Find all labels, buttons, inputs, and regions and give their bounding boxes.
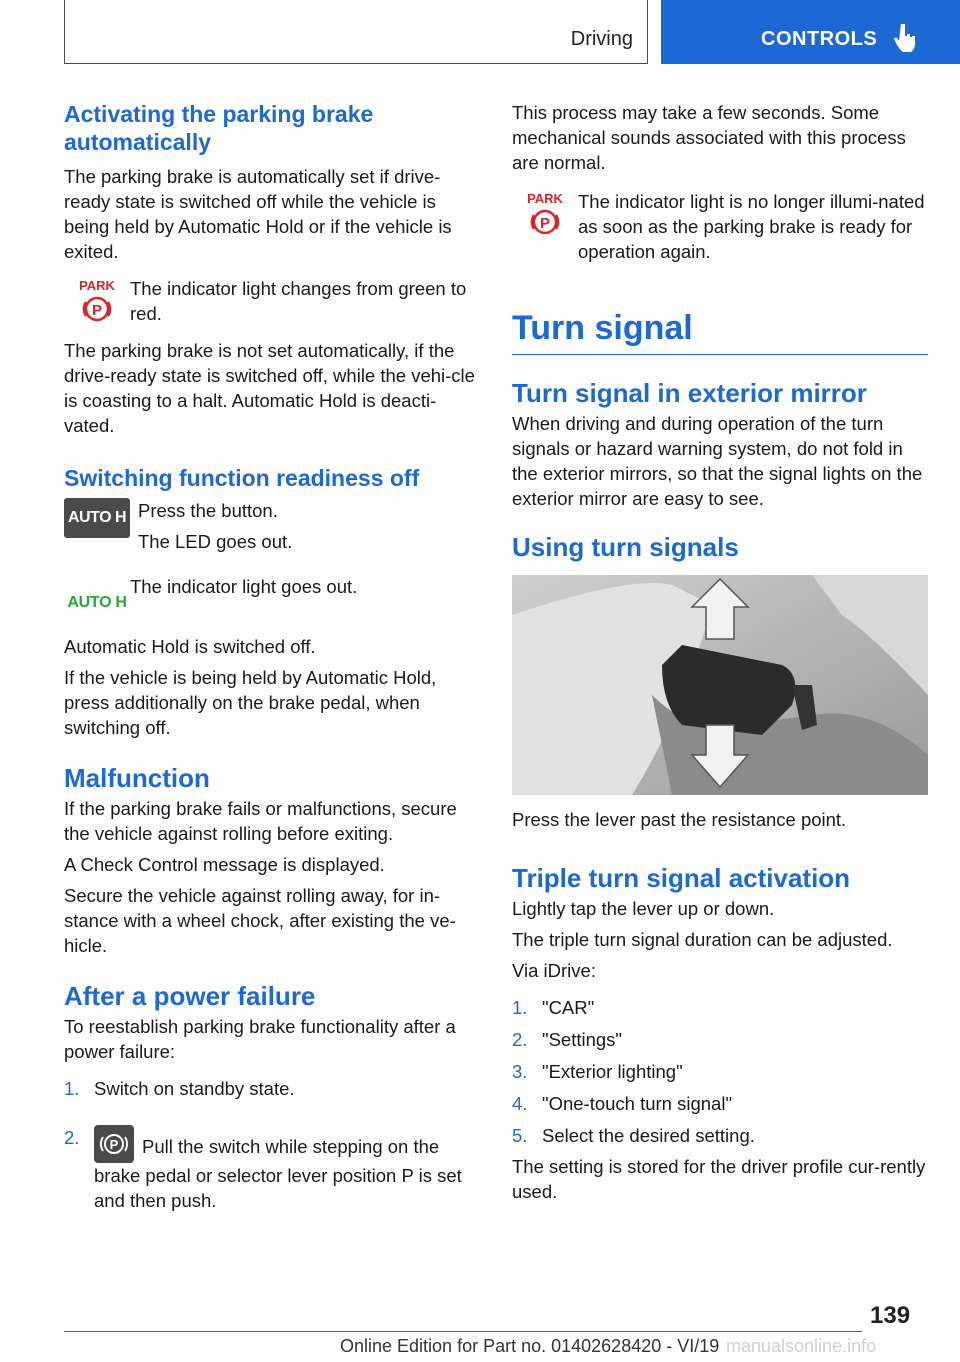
sec-title-using-turn-signals: Using turn signals: [512, 532, 739, 562]
paragraph: The parking brake is automatically set if drive-ready state is switched off while the vehicle is being held by Automatic Hold or if the vehicle is exited.: [64, 166, 452, 262]
header-chapter-label: CONTROLS: [761, 28, 878, 50]
park-indicator-icon: [77, 276, 117, 324]
sec-title-turn-signal-mirror: Turn signal in exterior mirror: [512, 378, 867, 408]
paragraph: Via iDrive:: [512, 960, 596, 981]
paragraph: The triple turn signal duration can be adjusted.: [512, 929, 893, 950]
paragraph: When driving and during operation of the turn signals or hazard warning system, do not fold in the exterior mirrors, so that the signal lights on the exterior mirror are easy to see.: [512, 413, 923, 509]
header-section-box: [64, 0, 648, 64]
header-chapter-tab: [661, 0, 960, 64]
svg-text:P: P: [539, 215, 551, 232]
button-row-autoh: [64, 498, 480, 554]
left-column: [64, 100, 480, 1213]
auto-hold-button-icon: AUTO H: [64, 498, 130, 538]
list-item: 3. "Exterior lighting": [512, 1061, 683, 1082]
auto-hold-indicator-icon: AUTO H: [67, 594, 127, 611]
paragraph: This process may take a few seconds. Some mechanical sounds associated with this process are normal.: [512, 102, 906, 173]
svg-text:P: P: [91, 302, 103, 319]
image-caption: Press the lever past the resistance point.: [512, 809, 847, 830]
paragraph: Lightly tap the lever up or down.: [512, 898, 775, 919]
sec-title-triple-turn-signal: Triple turn signal activation: [512, 863, 851, 893]
list-item: 1. "CAR": [512, 997, 595, 1018]
svg-text:PARK: PARK: [527, 191, 563, 206]
indicator-row-autoh: [64, 574, 480, 612]
paragraph: The setting is stored for the driver profile cur-rently used.: [512, 1156, 926, 1202]
watermark: manualsonline.info: [726, 1336, 877, 1356]
paragraph: Automatic Hold is switched off.: [64, 636, 316, 657]
sec-title-malfunction: Malfunction: [64, 763, 210, 793]
instruction-press: Press the button.: [138, 500, 278, 521]
indicator-row-park: [64, 276, 480, 326]
idrive-steps: [512, 995, 928, 1148]
pointing-hand-icon: [893, 22, 919, 54]
list-item: 4. "One-touch turn signal": [512, 1093, 733, 1114]
paragraph: A Check Control message is displayed.: [64, 854, 385, 875]
svg-text:P: P: [109, 1137, 119, 1152]
paragraph: Secure the vehicle against rolling away, for in-stance with a wheel chock, after existing the ve-hicle.: [64, 885, 456, 956]
paragraph: If the parking brake fails or malfunctions, secure the vehicle against rolling before exiting.: [64, 798, 457, 844]
header-section-label: Driving: [570, 28, 633, 50]
chapter-title-turn-signal: Turn signal: [512, 309, 693, 347]
sec-title-power-failure: After a power failure: [64, 981, 316, 1011]
list-item: 5. Select the desired setting.: [512, 1125, 755, 1146]
parking-brake-switch-icon: [94, 1125, 134, 1163]
paragraph: If the vehicle is being held by Automatic Hold, press additionally on the brake pedal, when switching off.: [64, 667, 437, 738]
page-number: 139: [870, 1302, 911, 1329]
park-indicator-icon: [525, 189, 565, 237]
instruction-led: The LED goes out.: [138, 531, 293, 552]
power-failure-steps: [64, 1076, 480, 1213]
indicator-text: The indicator light is no longer illumi-nated as soon as the parking brake is ready for operation again.: [578, 191, 925, 262]
footer-edition: Online Edition for Part no. 01402628420 - VI/19: [340, 1336, 720, 1356]
paragraph: The parking brake is not set automatically, if the drive-ready state is switched off, while the vehi-cle is coasting to a halt. Automatic Hold is deacti-vated.: [64, 340, 475, 436]
turn-signal-lever-illustration: [512, 575, 928, 795]
indicator-text: The indicator light goes out.: [130, 576, 358, 597]
indicator-row-park: [512, 189, 928, 264]
indicator-text: The indicator light changes from green to red.: [130, 278, 467, 324]
right-column: [512, 100, 928, 1204]
list-item: 1. Switch on standby state.: [64, 1078, 295, 1099]
footer-divider: [64, 1331, 862, 1332]
sec-title-switching-off: Switching function readiness off: [64, 465, 420, 491]
list-item: 2. "Settings": [512, 1029, 622, 1050]
svg-text:PARK: PARK: [79, 278, 115, 293]
sec-title-activating-parking-brake: Activating the parking brake automatically: [64, 101, 374, 155]
chapter-divider: [512, 354, 928, 355]
list-item: 2. P Pull the switch while stepping on the brake pedal or selector lever position P is set and then push.: [64, 1127, 462, 1211]
paragraph: To reestablish parking brake functionality after a power failure:: [64, 1016, 456, 1062]
